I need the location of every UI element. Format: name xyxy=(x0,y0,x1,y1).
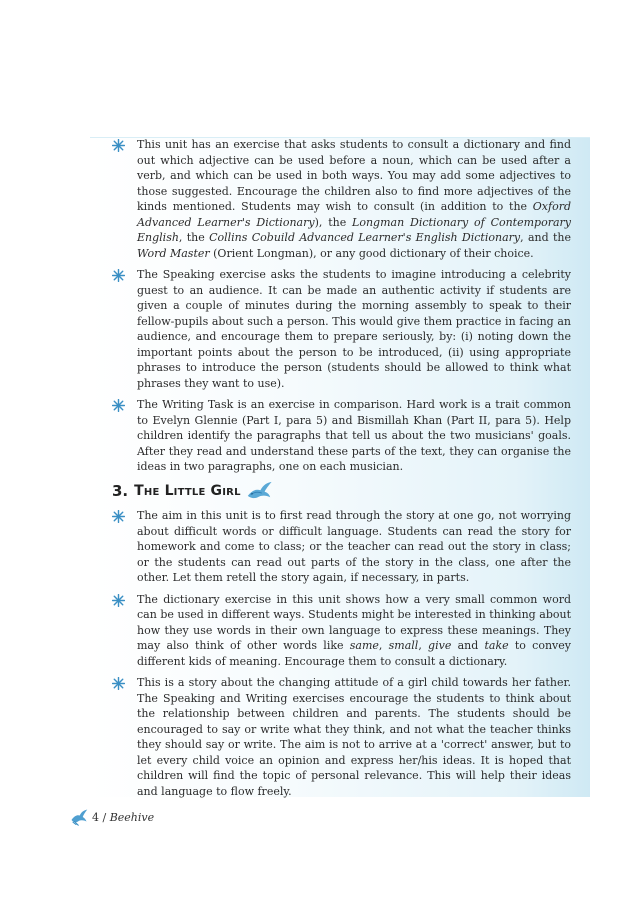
bullet-italic: give xyxy=(428,639,452,652)
bullet-italic: Word Master xyxy=(137,246,210,260)
list-item xyxy=(137,137,571,261)
page-number: 4 xyxy=(92,810,99,824)
section-number: 3. xyxy=(112,482,129,500)
bullet-text: This unit has an exercise that asks students to consult a dictionary and find out which adjective can be used before a noun, which can be used after a verb, and which can be used in both ways. You may add some adjectives to those suggested. Encourage the children also to find more adjectives of the kinds mentioned. Students may wish to consult (in addition to the xyxy=(137,138,571,213)
bullet-text: , xyxy=(418,639,429,652)
bullet-italic: Longman Dictionary of Contemporary English xyxy=(137,215,571,244)
bullet-text: The Speaking exercise asks the students to imagine introducing a celebrity guest to an audience. It can be made an authentic activity if students are given a couple of minutes during the morning assembly to speak to their fellow-pupils about such a person. This would give them practice in facing an audience, and encourage them to prepare seriously, by: (i) noting down the important points about the person to be introduced, (ii) using appropriate phrases to introduce the person (students should be allowed to think what phrases they want to use). xyxy=(137,268,571,390)
bullet-italic: take xyxy=(484,639,509,652)
bullet-text: ), the xyxy=(314,215,353,229)
section-heading xyxy=(112,479,273,503)
bullet-italic: small xyxy=(388,639,419,652)
star-bullet-icon xyxy=(112,677,125,690)
bullet-text: , the xyxy=(178,231,210,244)
list-item xyxy=(137,267,571,391)
list-item xyxy=(137,592,571,670)
bullet-text: The dictionary exercise in this unit shows how a very small common word can be used in different ways. Students might be interested in thinking about how they use words in their own language to express these meanings. They may also think of other words like xyxy=(137,592,571,652)
bullet-text: , and the xyxy=(520,231,571,244)
page-footer xyxy=(70,808,154,826)
bullet-italic: same xyxy=(349,639,379,652)
list-item xyxy=(137,675,571,799)
star-bullet-icon xyxy=(112,269,125,282)
bullet-text: (Orient Longman), or any good dictionary of their choice. xyxy=(209,246,534,260)
star-bullet-icon xyxy=(112,510,125,523)
bullet-italic: Collins Cobuild Advanced Learner's English Dictionary xyxy=(209,231,521,244)
bullet-italic: Oxford Advanced Learner's Dictionary xyxy=(137,200,571,229)
bullet-text: to convey different kids of meaning. Encourage them to consult a dictionary. xyxy=(137,639,571,668)
unit3-bullet-list xyxy=(137,508,571,805)
bullet-text: The Writing Task is an exercise in comparison. Hard work is a trait common to Evelyn Glennie (Part I, para 5) and Bismillah Khan (Part II, para 5). Help children identify the paragraphs that tell us about the two musicians' goals. After they read and understand these parts of the text, they can organise the ideas in two paragraphs, one on each musician. xyxy=(137,398,571,473)
bird-icon xyxy=(245,480,273,502)
unit2-bullet-list xyxy=(137,137,571,481)
bullet-text: , xyxy=(378,639,389,652)
bullet-text: The aim in this unit is to first read through the story at one go, not worrying about difficult words or difficult language. Students can read the story for homework and come to class; or the teacher can read out the story in class; or the students can read out parts of the story in the class, one after the other. Let them retell the story again, if necessary, in parts. xyxy=(137,509,571,584)
star-bullet-icon xyxy=(112,139,125,152)
book-title: Beehive xyxy=(109,810,155,824)
bullet-text: and xyxy=(451,639,485,652)
bird-icon xyxy=(70,808,88,826)
star-bullet-icon xyxy=(112,399,125,412)
list-item xyxy=(137,508,571,586)
star-bullet-icon xyxy=(112,594,125,607)
list-item xyxy=(137,397,571,475)
section-title: The Little Girl xyxy=(134,483,241,499)
footer-separator: / xyxy=(99,810,110,824)
bullet-text: This is a story about the changing attitude of a girl child towards her father. The Speaking and Writing exercises encourage the students to think about the relationship between children and parents. The students should be encouraged to say or write what they think, and not what the teacher thinks they should say or write. The aim is not to arrive at a 'correct' answer, but to let every child voice an opinion and express her/his ideas. It is hoped that children will find the topic of personal relevance. This will help their ideas and language to flow freely. xyxy=(137,676,571,798)
